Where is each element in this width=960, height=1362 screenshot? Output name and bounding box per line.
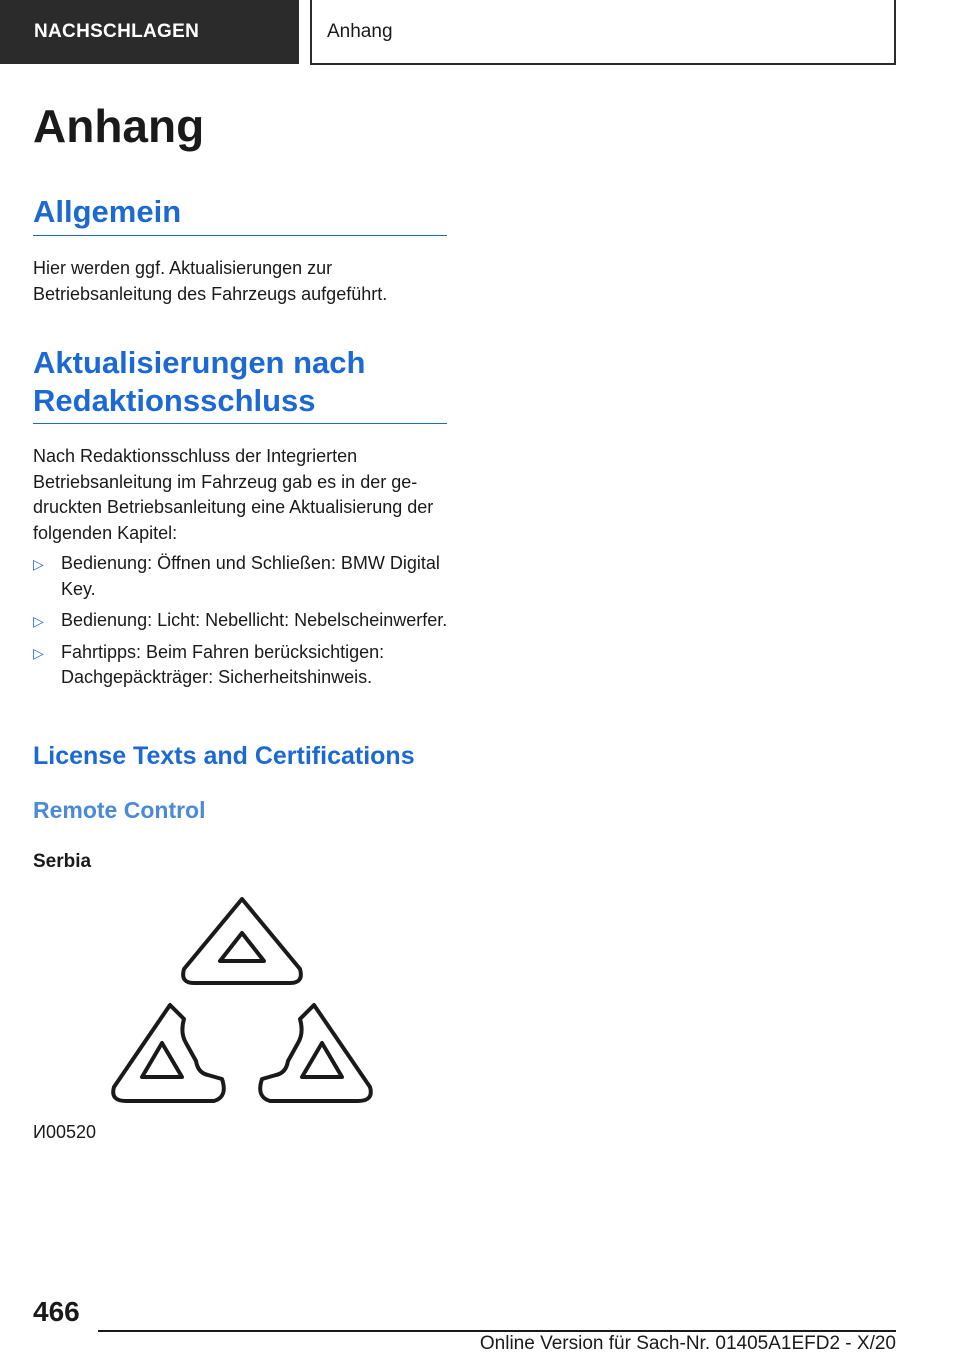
page-number: 466 (33, 1296, 80, 1327)
list-item-text: Bedienung: Öffnen und Schließen: BMW Digital Key. (61, 553, 440, 599)
allgemein-text: Hier werden ggf. Aktualisierungen zur Betriebsanleitung des Fahrzeugs aufgeführt. (33, 258, 388, 304)
footer-divider (98, 1330, 896, 1332)
bullet-triangle-icon: ▷ (33, 613, 44, 629)
list-item (33, 608, 453, 634)
footer-text: Online Version für Sach-Nr. 01405A1EFD2 - X/20 (479, 1333, 896, 1354)
heading-updates (33, 344, 447, 424)
heading-remote-control: Remote Control (33, 797, 206, 823)
chapter-tab (310, 0, 896, 65)
heading-serbia: Serbia (33, 851, 92, 872)
serbia-certification-triangles-icon (110, 893, 374, 1105)
list-item-text: Bedienung: Licht: Nebellicht: Nebelscheinwerfer. (61, 610, 448, 630)
list-item-text: Fahrtipps: Beim Fahren berücksichtigen: Dachgepäckträger: Sicherheitshinweis. (61, 641, 385, 687)
heading-license: License Texts and Certifications (33, 742, 415, 770)
list-item (33, 640, 453, 691)
heading-updates-line2: Redaktionsschluss (33, 383, 316, 418)
chapter-label: Anhang (327, 20, 393, 42)
bullet-triangle-icon: ▷ (33, 644, 44, 661)
bullet-triangle-icon: ▷ (33, 556, 44, 572)
list-item (33, 551, 453, 602)
heading-allgemein: Allgemein (33, 193, 447, 236)
updates-list (33, 551, 453, 697)
image-code: И00520 (33, 1122, 96, 1142)
section-label: NACHSCHLAGEN (34, 21, 200, 42)
updates-text: Nach Redaktionsschluss der Integrierten Betriebsanleitung im Fahrzeug gab es in der gedruckten Betriebsanleitung eine Aktualisierung der folgenden Kapitel: (33, 446, 434, 543)
section-tab (0, 0, 299, 64)
heading-updates-line1: Aktualisierungen nach (33, 345, 366, 380)
page-title: Anhang (33, 100, 205, 152)
